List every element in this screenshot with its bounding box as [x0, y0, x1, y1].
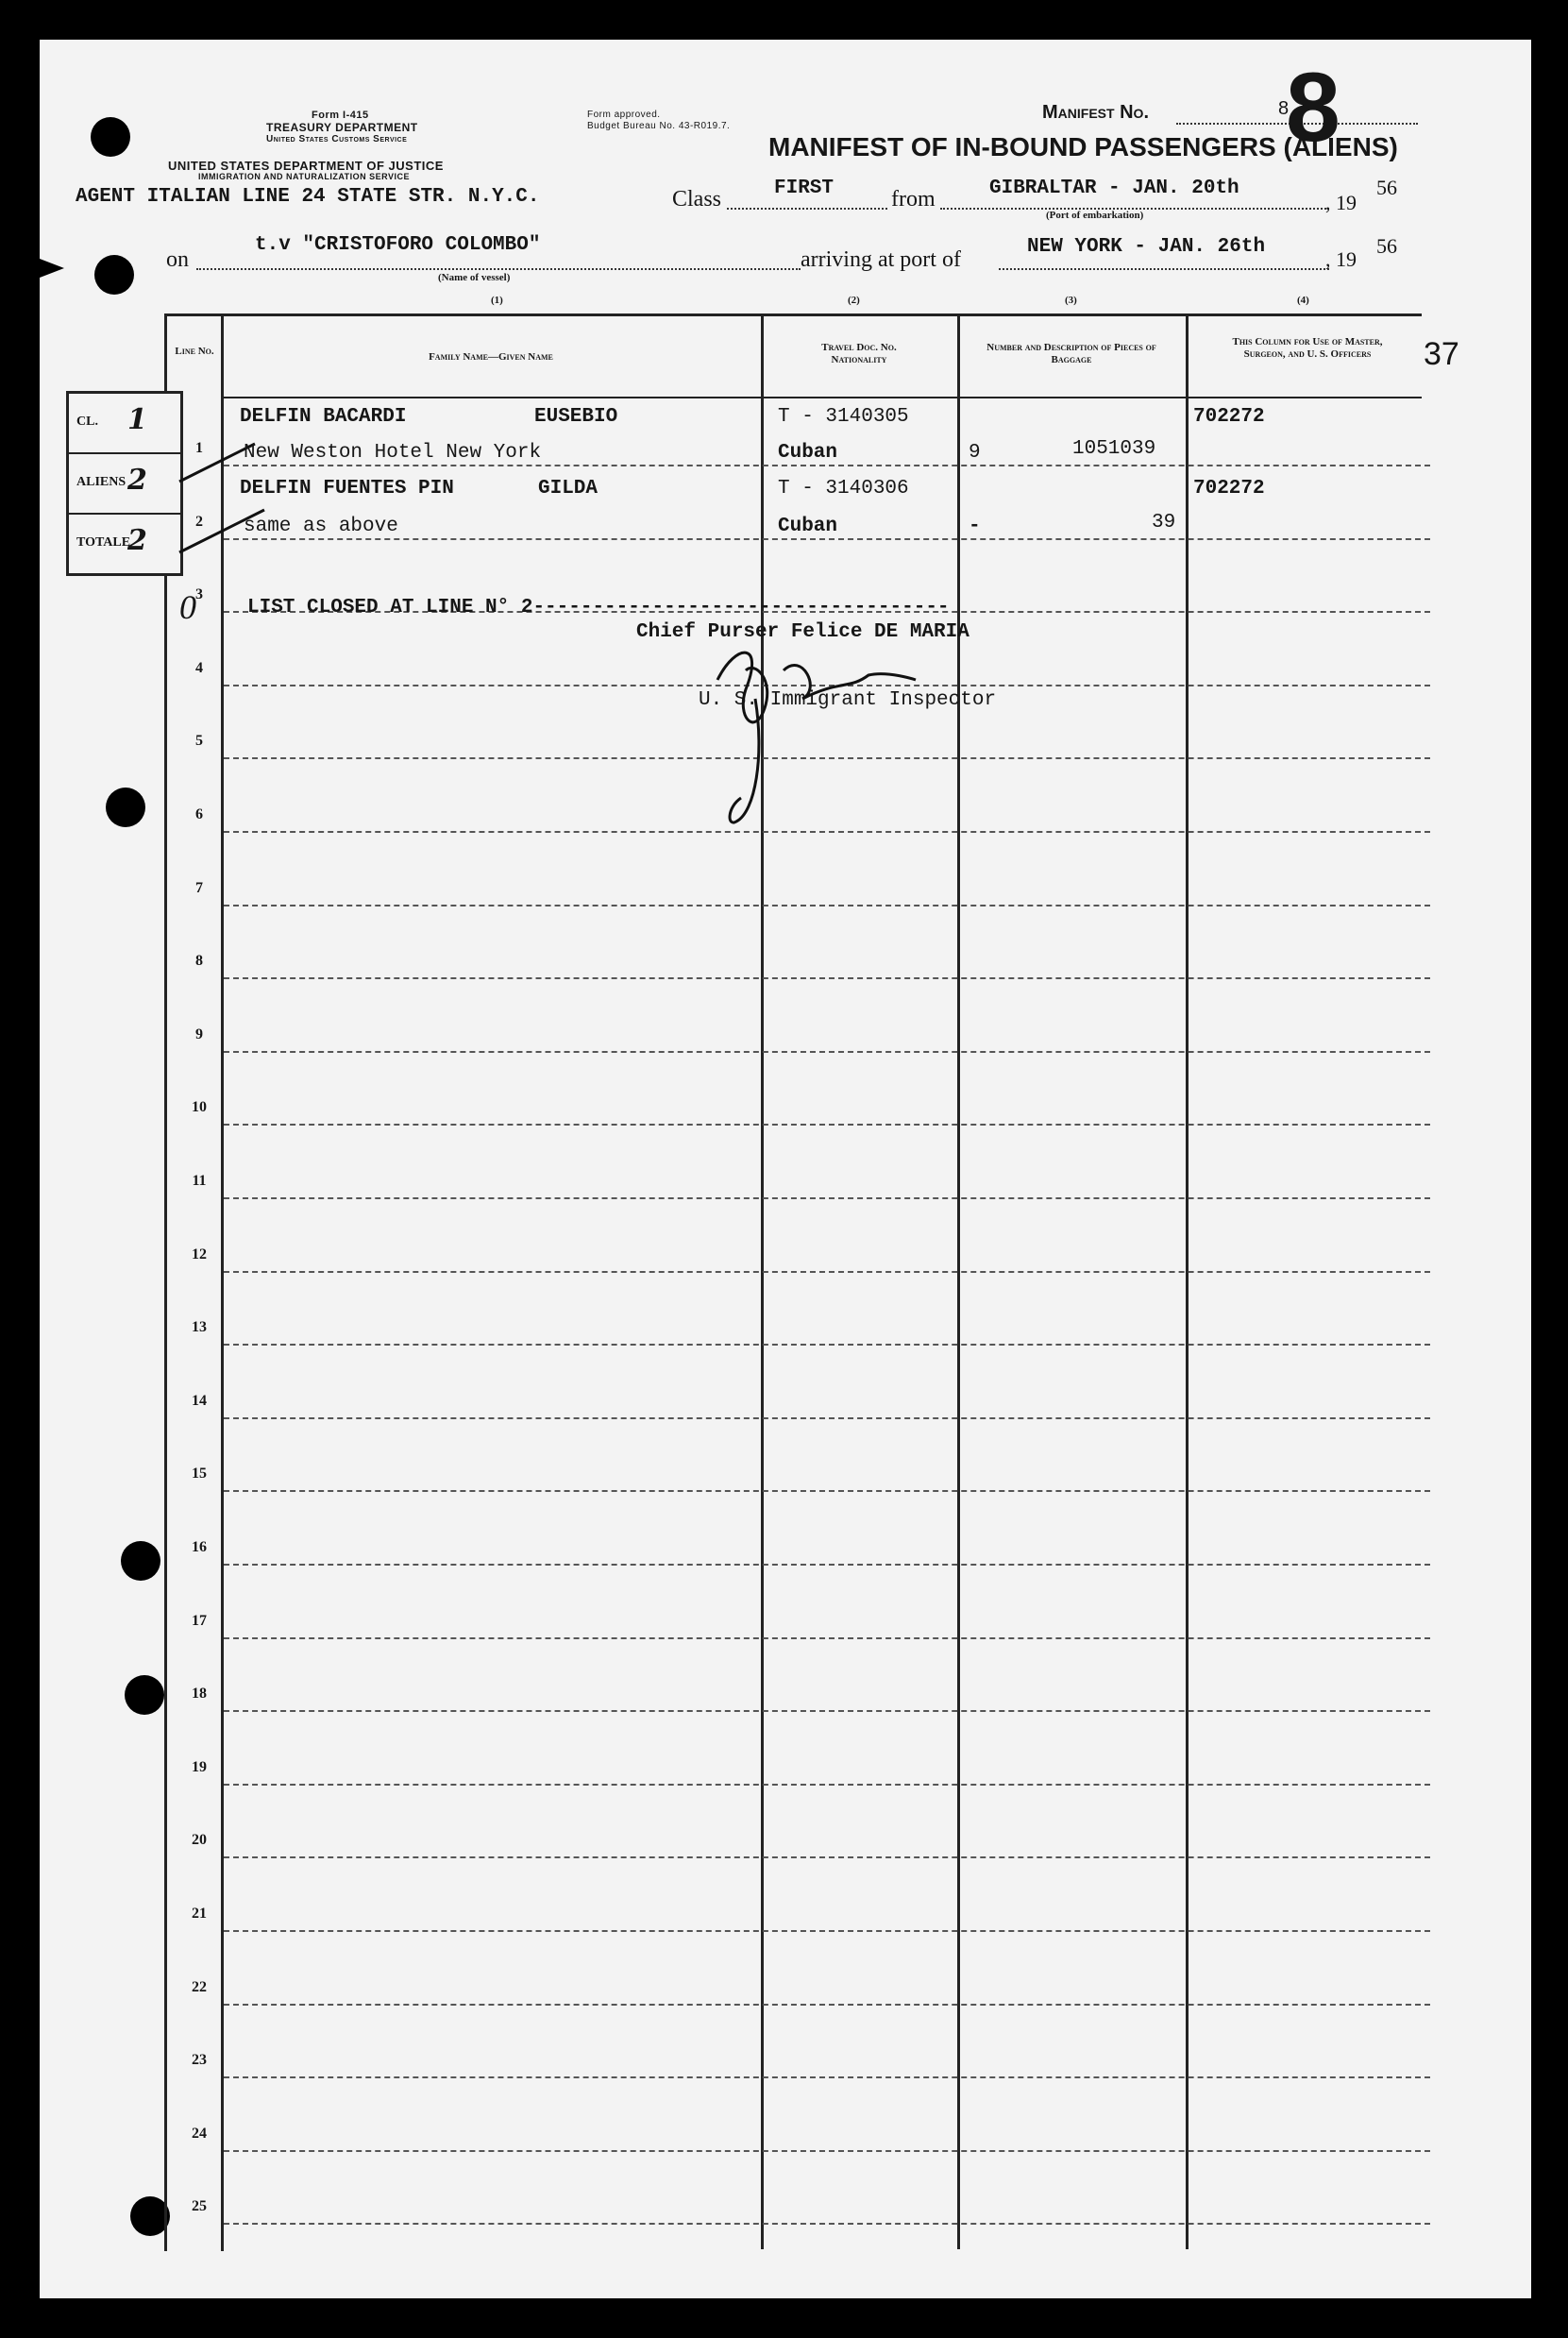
form-approved: Form approved.	[587, 110, 661, 120]
line-number: 13	[192, 1319, 207, 1335]
passenger-2-address: same as above	[244, 516, 398, 537]
circled-mark: 0	[179, 588, 196, 626]
row-line	[224, 465, 1430, 466]
header-baggage: Number and Description of Pieces of Baggage	[986, 342, 1156, 365]
punch-hole	[121, 1541, 160, 1581]
form-number: Form I-415	[312, 110, 369, 121]
row-line	[224, 1417, 1430, 1419]
embarkation-value: GIBRALTAR - JAN. 20th	[989, 178, 1239, 199]
agent-line: AGENT ITALIAN LINE 24 STATE STR. N.Y.C.	[76, 186, 540, 208]
vessel-caption: (Name of vessel)	[438, 272, 511, 283]
line-number: 25	[192, 2198, 207, 2214]
table-header-bottom	[223, 397, 1422, 398]
row-line	[224, 2076, 1430, 2078]
col-number-1: (1)	[491, 295, 503, 306]
manifest-page	[40, 40, 1531, 2298]
manifest-no-label: Manifest No.	[1042, 102, 1149, 123]
embark-year-prefix: , 19	[1325, 191, 1357, 214]
passenger-1-given: EUSEBIO	[534, 406, 618, 428]
stamp-totale-value: 2	[127, 524, 147, 557]
line-number: 11	[192, 1173, 207, 1189]
passenger-2-given: GILDA	[538, 478, 599, 500]
line-number: 18	[192, 1686, 207, 1702]
row-line	[224, 2223, 1430, 2225]
col-number-3: (3)	[1065, 295, 1077, 306]
line-number: 8	[195, 953, 203, 969]
class-line	[727, 208, 887, 210]
row-line	[224, 1710, 1430, 1712]
arrival-year: 56	[1376, 234, 1397, 258]
line-number: 4	[195, 660, 203, 676]
line-number: 6	[195, 806, 203, 822]
arriving-label: arriving at port of	[801, 247, 961, 272]
arrival-value: NEW YORK - JAN. 26th	[1027, 236, 1266, 258]
line-number: 23	[192, 2052, 207, 2068]
passenger-1-name: DELFIN BACARDI	[240, 406, 407, 428]
punch-hole	[106, 788, 145, 827]
passenger-1-nationality: Cuban	[778, 442, 838, 464]
arrival-line	[999, 268, 1329, 270]
header-travel-doc: Travel Doc. No. Nationality	[821, 342, 897, 365]
row-line	[224, 1784, 1430, 1786]
punch-hole	[125, 1675, 164, 1715]
manifest-title: MANIFEST OF IN-BOUND PASSENGERS (ALIENS)	[768, 132, 1398, 161]
vessel-line	[196, 268, 801, 270]
passenger-1-bag-count: 9	[969, 442, 981, 464]
row-line	[224, 977, 1430, 979]
class-label: Class	[672, 187, 722, 212]
page-count: 37	[1424, 336, 1459, 372]
line-number: 3	[195, 586, 203, 602]
punch-hole	[94, 255, 134, 295]
line-number: 14	[192, 1393, 207, 1409]
line-number: 17	[192, 1613, 207, 1629]
row-line	[224, 2004, 1430, 2006]
row-line	[224, 1564, 1430, 1566]
line-number: 10	[192, 1099, 207, 1115]
row-line	[224, 1344, 1430, 1346]
row-line	[224, 538, 1430, 540]
line-number: 20	[192, 1832, 207, 1848]
passenger-2-bag-count: -	[969, 516, 981, 537]
justice-department: UNITED STATES DEPARTMENT OF JUSTICE	[168, 159, 444, 173]
customs-service: United States Customs Service	[266, 134, 408, 144]
passenger-1-bag-desc: 1051039	[1072, 438, 1156, 460]
line-number: 16	[192, 1539, 207, 1555]
manifest-no-small: 8	[1278, 98, 1290, 119]
immigrant-inspector: U. S. Immigrant Inspector	[699, 689, 997, 711]
header-line-no: Line No.	[175, 346, 214, 357]
passenger-2-nationality: Cuban	[778, 516, 838, 537]
line-number: 2	[195, 514, 203, 530]
vessel-name: t.v "CRISTOFORO COLOMBO"	[255, 234, 541, 256]
col-line-left	[164, 313, 167, 2251]
line-number: 7	[195, 880, 203, 896]
stamp-cl-value: 1	[127, 403, 147, 436]
list-closed-line: LIST CLOSED AT LINE N° 2-----------------------------------	[247, 597, 950, 618]
col-line-lineno	[221, 313, 224, 2251]
row-line	[224, 1051, 1430, 1053]
line-number: 9	[195, 1026, 203, 1042]
header-officers: This Column for Use of Master, Surgeon, and U. S. Officers	[1232, 336, 1383, 360]
embark-year: 56	[1376, 176, 1397, 199]
line-number: 19	[192, 1759, 207, 1775]
header-family-name: Family Name—Given Name	[429, 351, 553, 363]
row-line	[224, 831, 1430, 833]
passenger-2-officer: 702272	[1193, 478, 1265, 500]
from-label: from	[891, 187, 936, 212]
col-number-4: (4)	[1297, 295, 1309, 306]
line-number: 21	[192, 1906, 207, 1922]
line-number: 22	[192, 1979, 207, 1995]
inspector-signature	[699, 604, 944, 831]
manifest-no-handwritten: 8	[1286, 53, 1340, 162]
line-number: 15	[192, 1465, 207, 1482]
passenger-2-name: DELFIN FUENTES PIN	[240, 478, 454, 500]
row-line	[224, 1490, 1430, 1492]
stamp-aliens: ALIENS 2	[69, 454, 180, 515]
passenger-2-doc: T - 3140306	[778, 478, 909, 500]
row-line	[224, 2150, 1430, 2152]
stamp-cl: CL. 1	[69, 394, 180, 454]
row-line	[224, 1637, 1430, 1639]
count-stamp	[66, 391, 183, 576]
row-line	[224, 1197, 1430, 1199]
stamp-totale: TOTALE 2	[76, 524, 147, 557]
row-line	[224, 1856, 1430, 1858]
row-line	[224, 1271, 1430, 1273]
table-top-border	[164, 313, 1422, 316]
passenger-1-doc: T - 3140305	[778, 406, 909, 428]
passenger-1-officer: 702272	[1193, 406, 1265, 428]
col-number-2: (2)	[848, 295, 860, 306]
line-number: 5	[195, 733, 203, 749]
embark-caption: (Port of embarkation)	[1046, 210, 1144, 221]
col-line-baggage	[1186, 313, 1189, 2249]
budget-bureau: Budget Bureau No. 43-R019.7.	[587, 121, 731, 131]
line-number: 24	[192, 2126, 207, 2142]
on-label: on	[166, 247, 189, 272]
passenger-2-bag-desc: 39	[1152, 512, 1176, 534]
edge-notch	[40, 259, 64, 278]
arrival-year-prefix: , 19	[1325, 247, 1357, 271]
ins-service: IMMIGRATION AND NATURALIZATION SERVICE	[198, 172, 410, 181]
row-line	[224, 905, 1430, 906]
stamp-aliens-value: 2	[127, 464, 147, 497]
col-line-doc	[957, 313, 960, 2249]
passenger-1-address: New Weston Hotel New York	[244, 442, 542, 464]
punch-hole	[91, 117, 130, 157]
row-line	[224, 1930, 1430, 1932]
class-value: FIRST	[774, 178, 835, 199]
line-number: 1	[195, 440, 203, 456]
chief-purser: Chief Purser Felice DE MARIA	[636, 621, 969, 643]
line-number: 12	[192, 1246, 207, 1262]
row-line	[224, 1124, 1430, 1126]
treasury-department: TREASURY DEPARTMENT	[266, 121, 418, 134]
